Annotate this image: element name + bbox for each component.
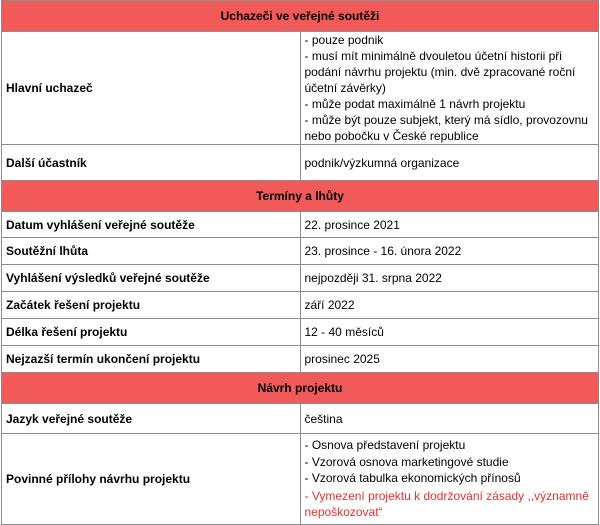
section-header-proposal xyxy=(2,373,599,404)
table-row xyxy=(2,145,599,181)
row-value-other-participant: podnik/výzkumná organizace xyxy=(300,145,599,181)
grant-info-table xyxy=(1,0,599,525)
row-value-latest-end: prosinec 2025 xyxy=(300,346,599,373)
table-row xyxy=(2,292,599,319)
row-label-other-participant: Další účastník xyxy=(2,145,301,181)
row-label-latest-end: Nejzazší termín ukončení projektu xyxy=(2,346,301,373)
table-row xyxy=(2,212,599,238)
list-item: - může být pouze subjekt, který má sídlo, provozovnu nebo pobočku v České republice xyxy=(305,112,595,144)
row-label-main-applicant: Hlavní uchazeč xyxy=(2,32,301,145)
table-row xyxy=(2,238,599,265)
section-title: Návrh projektu xyxy=(2,373,599,404)
table-row xyxy=(2,32,599,145)
table-row xyxy=(2,265,599,292)
row-value-language: čeština xyxy=(300,404,599,434)
row-label-announcement-date: Datum vyhlášení veřejné soutěže xyxy=(2,212,301,238)
row-label-language: Jazyk veřejné soutěže xyxy=(2,404,301,434)
row-label-project-duration: Délka řešení projektu xyxy=(2,319,301,346)
table-row xyxy=(2,404,599,434)
row-label-results-announcement: Vyhlášení výsledků veřejné soutěže xyxy=(2,265,301,292)
section-header-deadlines xyxy=(2,181,599,212)
section-header-applicants xyxy=(2,1,599,32)
section-title: Uchazeči ve veřejné soutěži xyxy=(2,1,599,32)
row-label-submission-period: Soutěžní lhůta xyxy=(2,238,301,265)
list-item-highlighted: - Vymezení projektu k dodržování zásady ,,významně nepoškozovat“ xyxy=(305,488,595,521)
main-applicant-conditions xyxy=(300,32,599,145)
table-row xyxy=(2,319,599,346)
table-row xyxy=(2,346,599,373)
table-row xyxy=(2,434,599,525)
list-item: - pouze podnik xyxy=(305,32,595,48)
row-value-submission-period: 23. prosince - 16. února 2022 xyxy=(300,238,599,265)
list-item: - Osnova představení projektu xyxy=(305,437,595,454)
row-value-project-duration: 12 - 40 měsíců xyxy=(300,319,599,346)
row-value-announcement-date: 22. prosince 2021 xyxy=(300,212,599,238)
list-item: - Vzorová osnova marketingové studie xyxy=(305,454,595,471)
list-item: - Vzorová tabulka ekonomických přínosů xyxy=(305,470,595,487)
list-item: - musí mít minimálně dvouletou účetní historii při podání návrhu projektu (min. dvě zpracované roční účetní závěrky) xyxy=(305,48,595,96)
row-label-attachments: Povinné přílohy návrhu projektu xyxy=(2,434,301,525)
section-title: Termíny a lhůty xyxy=(2,181,599,212)
list-item: - může podat maximálně 1 návrh projektu xyxy=(305,96,595,112)
row-label-project-start: Začátek řešení projektu xyxy=(2,292,301,319)
row-value-project-start: září 2022 xyxy=(300,292,599,319)
attachments-list-cell xyxy=(300,434,599,525)
row-value-results-announcement: nejpozději 31. srpna 2022 xyxy=(300,265,599,292)
